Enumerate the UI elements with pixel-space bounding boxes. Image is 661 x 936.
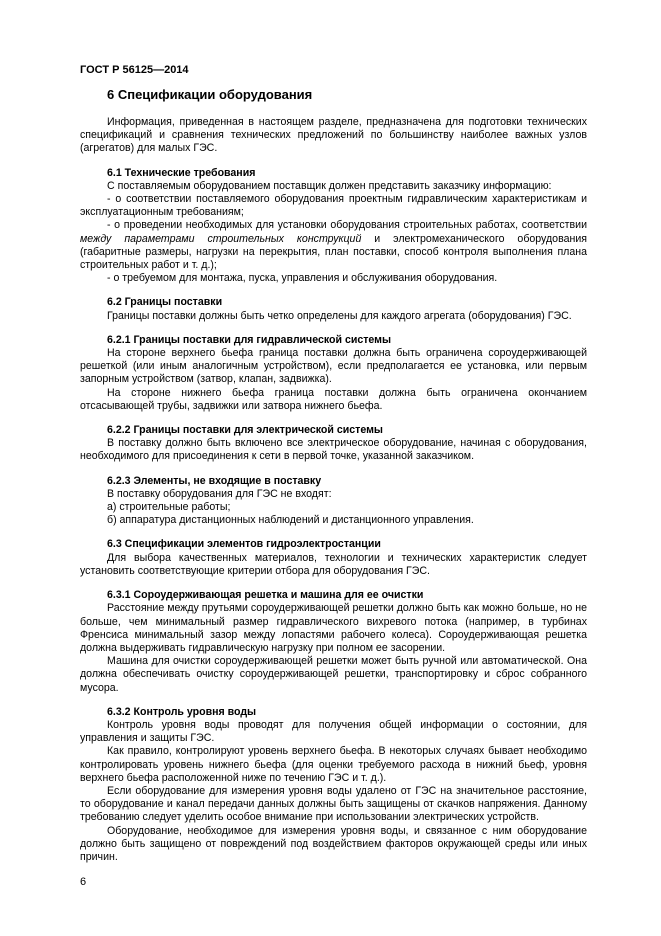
paragraph: На стороне верхнего бьефа граница поставки должна быть ограничена сороудерживающей решеткой (или иным аналогичным устройством), если предполагается ее установка, или первым запорным устройством (затвор, клапан, задвижка).: [80, 347, 587, 386]
paragraph: Расстояние между прутьями сороудерживающей решетки должно быть как можно больше, но не больше, чем минимальный размер гидравлического вихревого потока (например, в турбинах Френсиса минимальный зазор между лопастями рабочего колеса). Сороудерживающая решетка должна выдерживать гидравлическую нагрузку при полном ее засорении.: [80, 602, 587, 654]
list-item: - о соответствии поставляемого оборудования проектным гидравлическим характеристикам и эксплуатационным требованиям;: [80, 193, 587, 219]
subsection-6-2-1-title: 6.2.1 Границы поставки для гидравлической системы: [107, 333, 392, 346]
list-item: а) строительные работы;: [107, 501, 231, 514]
subsection-6-3-title: 6.3 Спецификации элементов гидроэлектростанции: [107, 538, 381, 551]
paragraph: В поставку должно быть включено все электрическое оборудование, начиная с оборудования, необходимого для присоединения к сети в первой точке, указанной заказчиком.: [80, 437, 587, 463]
paragraph: На стороне нижнего бьефа граница поставки должна быть ограничена окончанием отсасывающей трубы, задвижки или затвора нижнего бьефа.: [80, 386, 587, 412]
paragraph: Если оборудование для измерения уровня воды удалено от ГЭС на значительное расстояние, то оборудование и канал передачи данных должны быть защищены от скачков напряжения. Данному требованию следует уделить особое внимание при использовании электрических устройств.: [80, 784, 587, 824]
list-item: - о требуемом для монтажа, пуска, управления и обслуживания оборудования.: [107, 272, 498, 285]
document-body: [80, 87, 587, 864]
paragraph: В поставку оборудования для ГЭС не входят:: [107, 487, 332, 500]
document-header: ГОСТ Р 56125—2014: [80, 64, 189, 76]
paragraph: Оборудование, необходимое для измерения уровня воды, и связанное с ним оборудование должно быть защищено от повреждений под воздействием факторов окружающей среды или иных причин.: [80, 824, 587, 863]
subsection-6-3-2-title: 6.3.2 Контроль уровня воды: [107, 705, 257, 718]
intro-paragraph: Информация, приведенная в настоящем разделе, предназначена для подготовки технических спецификаций и сравнения технических предложений по большинству наиболее важных узлов (агрегатов) для малых ГЭС.: [80, 116, 587, 155]
paragraph: Границы поставки должны быть четко определены для каждого агрегата (оборудования) ГЭС.: [107, 309, 572, 322]
subsection-6-2-3-title: 6.2.3 Элементы, не входящие в поставку: [107, 474, 322, 487]
paragraph: С поставляемым оборудованием поставщик должен представить заказчику информацию:: [107, 179, 552, 192]
page-number: 6: [80, 876, 87, 888]
section-title: 6 Спецификации оборудования: [107, 87, 313, 102]
subsection-6-2-title: 6.2 Границы поставки: [107, 296, 223, 309]
list-item: б) аппаратура дистанционных наблюдений и дистанционного управления.: [107, 514, 474, 527]
subsection-6-3-1-title: 6.3.1 Сороудерживающая решетка и машина для ее очистки: [107, 589, 424, 602]
subsection-6-1-title: 6.1 Технические требования: [107, 166, 256, 179]
subsection-6-2-2-title: 6.2.2 Границы поставки для электрической системы: [107, 424, 383, 437]
paragraph: Как правило, контролируют уровень верхнего бьефа. В некоторых случаях бывает необходимо контролировать уровень нижнего бьефа (для оценки требуемого расхода в нижний бьеф, уровня верхнего бьефа расположенной ниже по течению ГЭС и т. д.).: [80, 745, 587, 784]
paragraph: Контроль уровня воды проводят для получения общей информации о состоянии, для управления и защиты ГЭС.: [80, 718, 587, 745]
list-item: - о проведении необходимых для установки оборудования строительных работах, соответствии между параметрами строительных конструкций и электромеханического оборудования (габаритные размеры, нагрузки на перекрытия, план поставки, способ контроля выполнения плана строительных работ и т. д.);: [80, 219, 587, 272]
paragraph: Машина для очистки сороудерживающей решетки может быть ручной или автоматической. Она должна обеспечивать очистку сороудерживающей решетки, транспортировку и сброс собранного мусора.: [80, 655, 587, 694]
paragraph: Для выбора качественных материалов, технологии и технических характеристик следует установить соответствующие критерии отбора для оборудования ГЭС.: [80, 551, 587, 577]
